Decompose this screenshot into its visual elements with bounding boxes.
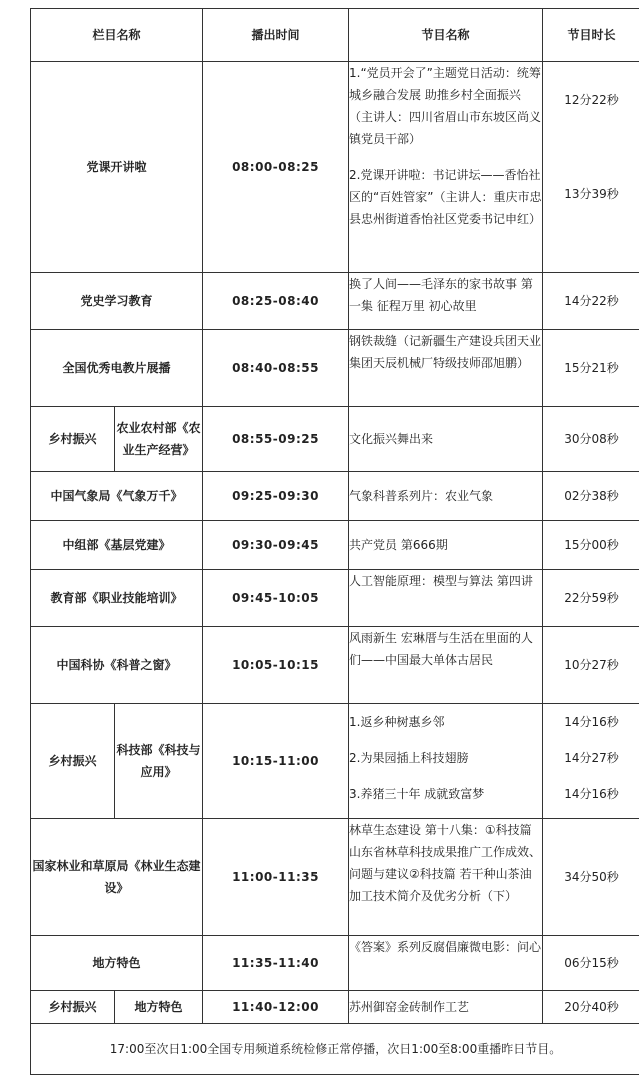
program-item: 1.“党员开会了”主题党日活动：统筹城乡融合发展 助推乡村全面振兴（主讲人：四川省眉山市东坡区尚义镇党员干部） <box>349 66 542 146</box>
duration: 30分08秒 <box>543 407 639 472</box>
table-row <box>31 627 639 704</box>
column-name: 国家林业和草原局《林业生态建设》 <box>31 819 203 936</box>
table-row <box>31 570 639 627</box>
table-row <box>31 704 639 819</box>
program-name: 换了人间——毛泽东的家书故事 第一集 征程万里 初心故里 <box>349 273 543 330</box>
duration-item: 13分39秒 <box>564 187 619 201</box>
table-row <box>31 62 639 273</box>
duration: 06分15秒 <box>543 936 639 991</box>
table-row <box>31 273 639 330</box>
program-name: 文化振兴舞出来 <box>349 407 543 472</box>
broadcast-time: 11:00-11:35 <box>203 819 349 936</box>
broadcast-time: 10:15-11:00 <box>203 704 349 819</box>
table-row <box>31 472 639 521</box>
column-name-left: 乡村振兴 <box>31 704 115 819</box>
duration-item: 14分27秒 <box>564 751 619 765</box>
broadcast-time: 09:30-09:45 <box>203 521 349 570</box>
duration <box>543 62 639 273</box>
table-row <box>31 407 639 472</box>
broadcast-time: 08:55-09:25 <box>203 407 349 472</box>
program-name <box>349 704 543 819</box>
header-program: 节目名称 <box>349 9 543 62</box>
schedule-note: 17:00至次日1:00全国专用频道系统检修正常停播，次日1:00至8:00重播昨日节目。 <box>31 1024 639 1075</box>
program-name: 苏州御窑金砖制作工艺 <box>349 991 543 1024</box>
program-name <box>349 62 543 273</box>
table-row <box>31 936 639 991</box>
duration: 22分59秒 <box>543 570 639 627</box>
broadcast-time: 10:05-10:15 <box>203 627 349 704</box>
duration: 14分22秒 <box>543 273 639 330</box>
column-name-right: 科技部《科技与应用》 <box>115 704 203 819</box>
broadcast-time: 08:40-08:55 <box>203 330 349 407</box>
duration-item: 14分16秒 <box>564 787 619 801</box>
column-name-left: 乡村振兴 <box>31 407 115 472</box>
duration: 02分38秒 <box>543 472 639 521</box>
duration: 15分21秒 <box>543 330 639 407</box>
duration: 10分27秒 <box>543 627 639 704</box>
table-row <box>31 991 639 1024</box>
program-name: 人工智能原理：模型与算法 第四讲 <box>349 570 543 627</box>
header-duration: 节目时长 <box>543 9 639 62</box>
program-name: 林草生态建设 第十八集：①科技篇 山东省林草科技成果推广工作成效、问题与建议②科技篇 若干种山茶油加工技术简介及优劣分析（下） <box>349 819 543 936</box>
broadcast-time: 09:25-09:30 <box>203 472 349 521</box>
duration: 34分50秒 <box>543 819 639 936</box>
table-row <box>31 819 639 936</box>
column-name: 中组部《基层党建》 <box>31 521 203 570</box>
table-row <box>31 521 639 570</box>
broadcast-time: 08:00-08:25 <box>203 62 349 273</box>
note-row <box>31 1024 639 1075</box>
program-item: 1.返乡种树惠乡邻 <box>349 715 445 729</box>
table-row <box>31 330 639 407</box>
column-name: 全国优秀电教片展播 <box>31 330 203 407</box>
program-name: 共产党员 第666期 <box>349 521 543 570</box>
duration: 20分40秒 <box>543 991 639 1024</box>
broadcast-time: 11:40-12:00 <box>203 991 349 1024</box>
program-name: 钢铁裁缝（记新疆生产建设兵团天业集团天辰机械厂特级技师邵旭鹏） <box>349 330 543 407</box>
header-row <box>31 9 639 62</box>
program-item: 3.养猪三十年 成就致富梦 <box>349 787 485 801</box>
column-name: 教育部《职业技能培训》 <box>31 570 203 627</box>
column-name-left: 乡村振兴 <box>31 991 115 1024</box>
column-name-right: 农业农村部《农业生产经营》 <box>115 407 203 472</box>
column-name-right: 地方特色 <box>115 991 203 1024</box>
program-item: 2.党课开讲啦：书记讲坛——香怡社区的“百姓管家”（主讲人：重庆市忠县忠州街道香怡社区党委书记申红） <box>349 168 542 226</box>
program-item: 2.为果园插上科技翅膀 <box>349 751 469 765</box>
column-name: 党史学习教育 <box>31 273 203 330</box>
broadcast-time: 09:45-10:05 <box>203 570 349 627</box>
program-name: 《答案》系列反腐倡廉微电影：问心 <box>349 936 543 991</box>
duration-item: 14分16秒 <box>564 715 619 729</box>
column-name: 党课开讲啦 <box>31 62 203 273</box>
duration: 15分00秒 <box>543 521 639 570</box>
schedule-table <box>30 8 639 1075</box>
column-name: 地方特色 <box>31 936 203 991</box>
duration-item: 12分22秒 <box>564 93 619 107</box>
header-time: 播出时间 <box>203 9 349 62</box>
broadcast-time: 11:35-11:40 <box>203 936 349 991</box>
column-name: 中国气象局《气象万千》 <box>31 472 203 521</box>
duration <box>543 704 639 819</box>
broadcast-time: 08:25-08:40 <box>203 273 349 330</box>
program-name: 风雨新生 宏琳厝与生活在里面的人们——中国最大单体古居民 <box>349 627 543 704</box>
program-name: 气象科普系列片：农业气象 <box>349 472 543 521</box>
header-column-name: 栏目名称 <box>31 9 203 62</box>
column-name: 中国科协《科普之窗》 <box>31 627 203 704</box>
